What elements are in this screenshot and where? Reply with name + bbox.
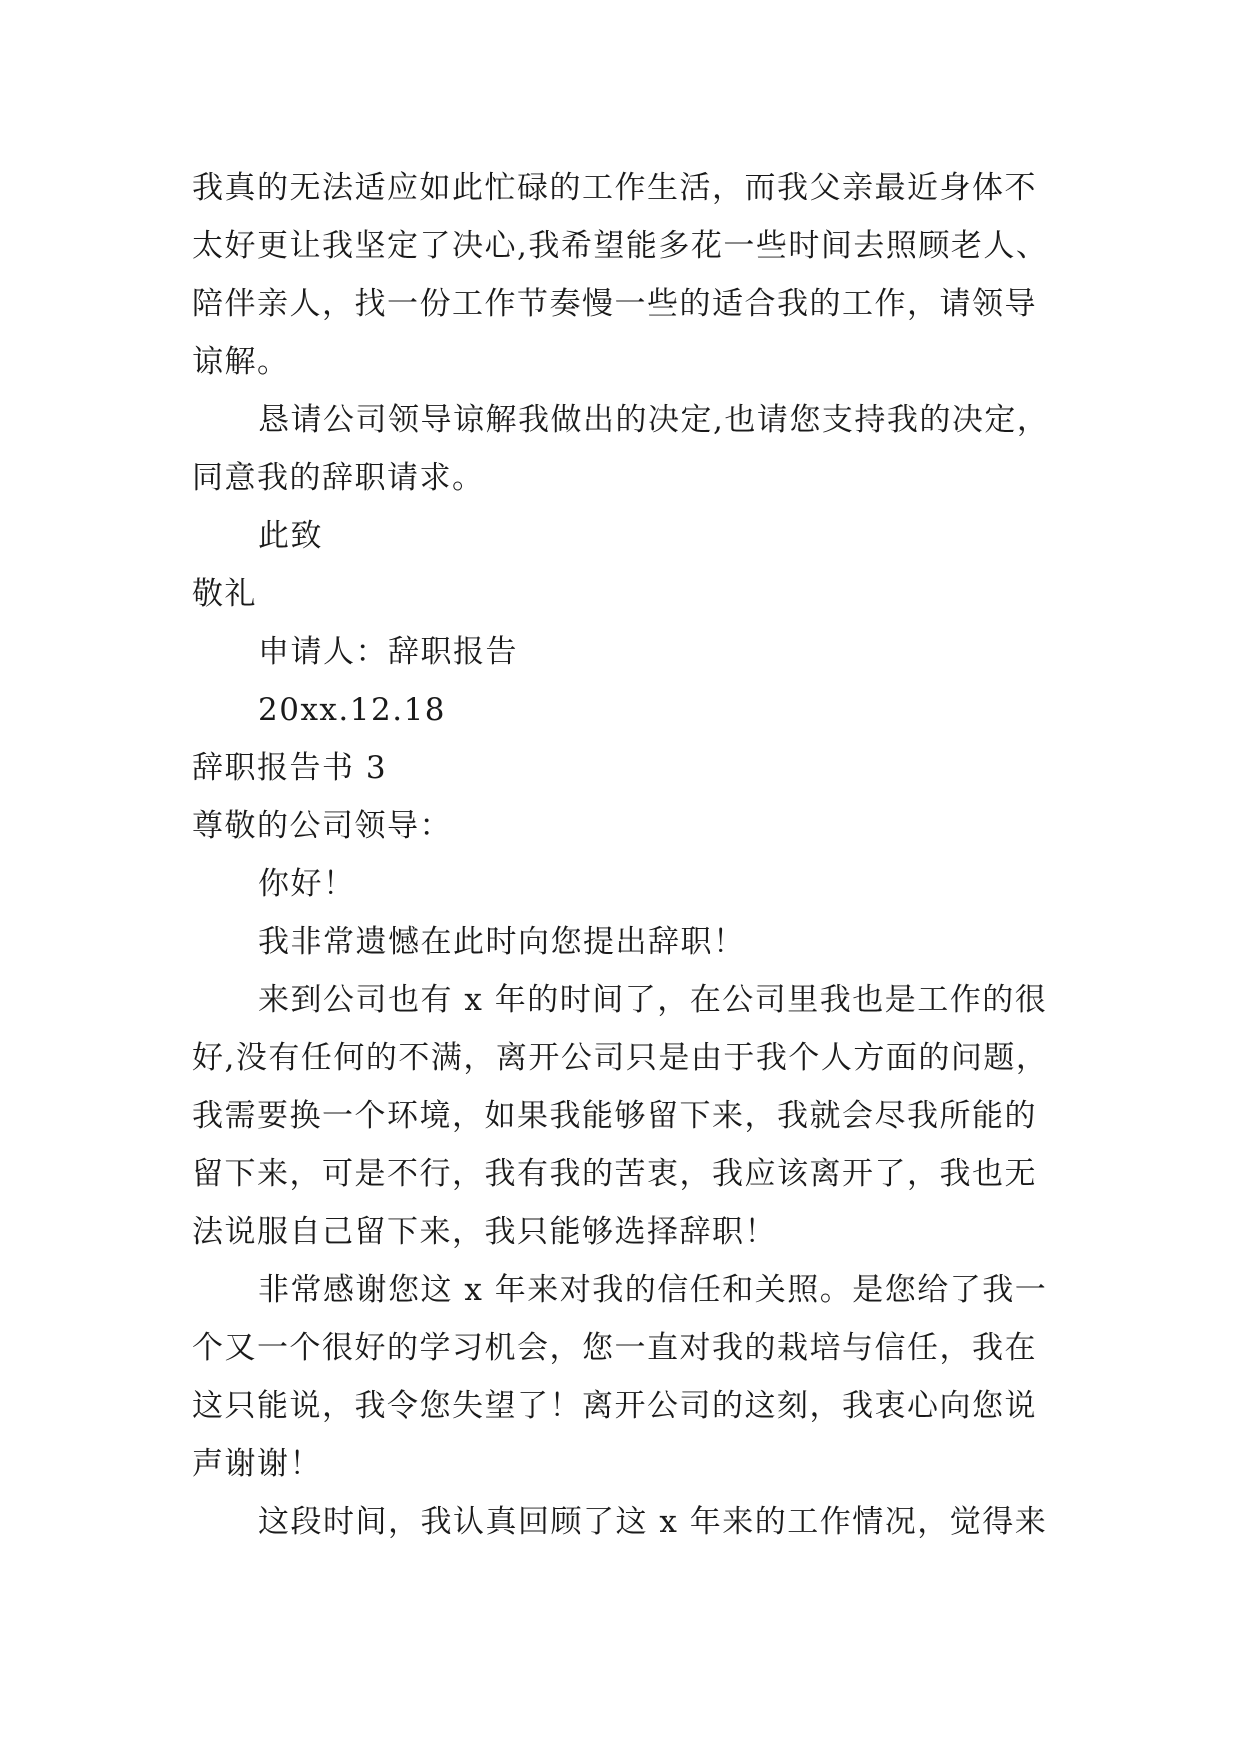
- letter-addressee: 尊敬的公司领导：: [192, 808, 452, 844]
- salutation-regards: 敬礼: [192, 576, 257, 612]
- text-line: 我真的无法适应如此忙碌的工作生活，而我父亲最近身体不: [192, 170, 1037, 206]
- text-line: 我需要换一个环境，如果我能够留下来，我就会尽我所能的: [192, 1098, 1037, 1134]
- text-line: 谅解。: [192, 344, 290, 380]
- text-line: 这只能说，我令您失望了！离开公司的这刻，我衷心向您说: [192, 1388, 1037, 1424]
- greeting: 你好！: [258, 866, 356, 902]
- text-line: 留下来，可是不行，我有我的苦衷，我应该离开了，我也无: [192, 1156, 1037, 1192]
- text-line: 非常感谢您这 x 年来对我的信任和关照。是您给了我一: [258, 1272, 1048, 1308]
- text-line: 这段时间，我认真回顾了这 x 年来的工作情况，觉得来: [258, 1504, 1048, 1540]
- text-line: 太好更让我坚定了决心,我希望能多花一些时间去照顾老人、: [192, 228, 1049, 264]
- text-line: 我非常遗憾在此时向您提出辞职！: [258, 924, 746, 960]
- text-line: 好,没有任何的不满，离开公司只是由于我个人方面的问题，: [192, 1040, 1049, 1076]
- text-line: 恳请公司领导谅解我做出的决定,也请您支持我的决定，: [258, 402, 1050, 438]
- text-line: 个又一个很好的学习机会，您一直对我的栽培与信任，我在: [192, 1330, 1037, 1366]
- text-line: 法说服自己留下来，我只能够选择辞职！: [192, 1214, 777, 1250]
- text-line: 声谢谢！: [192, 1446, 322, 1482]
- text-line: 陪伴亲人，找一份工作节奏慢一些的适合我的工作，请领导: [192, 286, 1037, 322]
- date-line: 20xx.12.18: [258, 692, 447, 728]
- section-title: 辞职报告书 3: [192, 750, 388, 786]
- text-line: 来到公司也有 x 年的时间了，在公司里我也是工作的很: [258, 982, 1048, 1018]
- salutation-closing: 此致: [258, 518, 323, 554]
- text-line: 同意我的辞职请求。: [192, 460, 485, 496]
- applicant-line: 申请人：辞职报告: [258, 634, 518, 670]
